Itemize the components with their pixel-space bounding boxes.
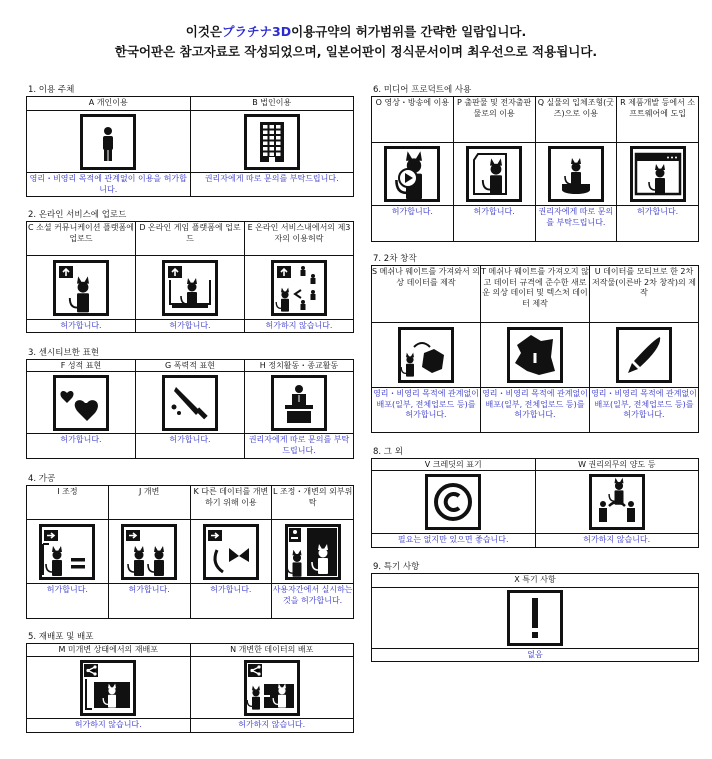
permission-result: 영리・비영리 목적에 관계없이 배포(일부, 전체업로드 등)를 허가합니다. xyxy=(373,389,479,419)
permission-label: L 조정・개변의 외부위탁 xyxy=(272,486,353,520)
section-title: 7. 2차 창작 xyxy=(373,254,417,264)
permission-item xyxy=(244,360,353,458)
permission-label: N 개변한 데이터의 배포 xyxy=(191,644,354,657)
person-icon xyxy=(27,111,190,173)
permission-item xyxy=(135,360,244,458)
permission-label: V 크레딧의 표기 xyxy=(372,459,535,471)
permission-item xyxy=(27,222,135,332)
permission-item xyxy=(190,644,354,732)
clothing-icon xyxy=(481,323,589,388)
permission-label: M 미개변 상태에서의 재배포 xyxy=(27,644,190,657)
permission-result: 허가하지 않습니다. xyxy=(238,720,306,729)
upload-avatar-icon xyxy=(27,256,135,320)
permission-label: T 메쉬나 웨이트를 가져오지 않고 데이터 규격에 준수한 새로운 의상 데이터 및 텍스처 데이터 제작 xyxy=(481,266,589,323)
permission-item xyxy=(135,222,244,332)
permission-label: X 특기 사항 xyxy=(372,574,698,588)
title-prefix: 이것은 xyxy=(185,24,222,39)
permission-result: 허가합니다. xyxy=(128,585,170,594)
transfer-icon xyxy=(536,471,699,534)
permission-item xyxy=(372,459,535,547)
permission-item xyxy=(271,486,353,618)
title-line-2: 한국어판은 참고자료로 작성되었으며, 일본어판이 정식문서이며 최우선으로 적용됩니다. xyxy=(114,44,598,59)
permission-item xyxy=(372,574,698,661)
permission-result: 허가합니다. xyxy=(391,207,433,216)
permission-item xyxy=(190,97,354,196)
title-suffix: 이용규약의 허가범위를 간략한 일람입니다. xyxy=(291,24,527,39)
permission-item xyxy=(190,486,272,618)
copyright-icon xyxy=(372,471,535,534)
software-icon xyxy=(617,143,698,206)
permission-result: 없음 xyxy=(527,650,543,659)
clothing-from-mesh-icon xyxy=(372,323,480,388)
permission-result: 영리・비영리 목적에 관계없이 이용을 허가합니다. xyxy=(29,174,187,194)
permission-result: 필요는 없지만 있으면 좋습니다. xyxy=(397,535,509,544)
redistribute-icon xyxy=(27,657,190,719)
section-title: 4. 가공 xyxy=(28,474,56,484)
permission-table xyxy=(26,359,354,459)
permission-item xyxy=(108,486,190,618)
permission-label: E 온라인 서비스내에서의 제3자의 이용허락 xyxy=(245,222,353,256)
permission-result: 허가합니다. xyxy=(169,321,211,330)
permission-result: 허가합니다. xyxy=(46,585,88,594)
section-title: 3. 센시티브한 표현 xyxy=(28,348,99,358)
permission-result: 허가합니다. xyxy=(60,435,102,444)
permission-result: 권리자에게 따로 문의를 부탁드립니다. xyxy=(204,174,339,183)
permission-item xyxy=(244,222,353,332)
permission-table xyxy=(371,573,699,662)
podium-icon xyxy=(245,372,353,434)
exclamation-icon xyxy=(372,588,698,649)
knife-icon xyxy=(136,372,244,434)
permission-label: H 정치활동・종교활동 xyxy=(245,360,353,372)
permission-label: O 영상・방송에 이용 xyxy=(372,97,453,143)
permission-item xyxy=(372,97,453,241)
hearts-icon xyxy=(27,372,135,434)
permission-label: W 권리의무의 양도 등 xyxy=(536,459,699,471)
publication-icon xyxy=(454,143,535,206)
permission-table xyxy=(26,643,354,733)
permission-table xyxy=(371,458,699,548)
permission-result: 권리자에게 따로 문의를 부탁드립니다. xyxy=(248,435,350,455)
permission-label: I 조정 xyxy=(27,486,108,520)
permission-table xyxy=(26,96,354,197)
permission-item xyxy=(480,266,589,432)
permission-item xyxy=(27,486,108,618)
permission-result: 허가합니다. xyxy=(473,207,515,216)
permission-item xyxy=(535,97,617,241)
permission-label: P 출판물 및 전자출판물로의 이용 xyxy=(454,97,535,143)
permission-result: 영리・비영리 목적에 관계없이 배포(일부, 전체업로드 등)를 허가합니다. xyxy=(482,389,588,419)
permission-item xyxy=(27,97,190,196)
permission-label: S 메쉬나 웨이트를 가져와서 의상 데이터를 제작 xyxy=(372,266,480,323)
section-title: 9. 특기 사항 xyxy=(373,562,420,572)
permission-result: 허가합니다. xyxy=(210,585,252,594)
permission-result: 허가하지 않습니다. xyxy=(74,720,142,729)
section-title: 8. 그 외 xyxy=(373,447,403,457)
distribute-modified-icon xyxy=(191,657,354,719)
share-third-party-icon xyxy=(245,256,353,320)
permission-item xyxy=(616,97,698,241)
section-title: 1. 이용 주체 xyxy=(28,85,75,95)
permission-label: Q 실물의 입체조형(굿즈)으로 이용 xyxy=(536,97,617,143)
permission-table xyxy=(26,485,354,619)
video-icon xyxy=(372,143,453,206)
permission-label: D 온라인 게임 플랫폼에 업로드 xyxy=(136,222,244,256)
permission-table xyxy=(371,96,699,242)
building-icon xyxy=(191,111,354,173)
permission-label: C 소셜 커뮤니케이션 플랫폼에 업로드 xyxy=(27,222,135,256)
parts-icon xyxy=(191,520,272,584)
permission-item xyxy=(453,97,535,241)
modify-icon xyxy=(109,520,190,584)
section-title: 6. 미디어 프로덕트에 사용 xyxy=(373,85,472,95)
upload-game-icon xyxy=(136,256,244,320)
brand-name: プラチナ3D xyxy=(222,24,292,39)
permission-result: 허가합니다. xyxy=(169,435,211,444)
pen-icon xyxy=(590,323,698,388)
permission-item xyxy=(589,266,698,432)
section-title: 5. 재배포 및 배포 xyxy=(28,632,94,642)
permission-result: 영리・비영리 목적에 관계없이 배포(일부, 전체업로드 등)를 허가합니다. xyxy=(591,389,697,419)
permission-item xyxy=(372,266,480,432)
adjust-icon xyxy=(27,520,108,584)
permission-result: 사용자간에서 실시하는 것을 허가합니다. xyxy=(272,585,353,605)
permission-result: 권리자에게 따로 문의를 부탁드립니다. xyxy=(538,207,614,227)
permission-item xyxy=(27,360,135,458)
permission-item xyxy=(27,644,190,732)
permission-result: 허가하지 않습니다. xyxy=(265,321,333,330)
permission-label: G 폭력적 표현 xyxy=(136,360,244,372)
permission-result: 허가하지 않습니다. xyxy=(583,535,651,544)
permission-label: K 다른 데이터를 개변하기 위해 이용 xyxy=(191,486,272,520)
figure-icon xyxy=(536,143,617,206)
permission-label: J 개변 xyxy=(109,486,190,520)
permission-result: 허가합니다. xyxy=(637,207,679,216)
permission-label: F 성적 표현 xyxy=(27,360,135,372)
section-title: 2. 온라인 서비스에 업로드 xyxy=(28,210,127,220)
permission-label: A 개인이용 xyxy=(27,97,190,111)
permission-result: 허가합니다. xyxy=(60,321,102,330)
outsource-icon xyxy=(272,520,353,584)
permission-label: R 제품개발 등에서 소프트웨어에 도입 xyxy=(617,97,698,143)
permission-label: B 법인이용 xyxy=(191,97,354,111)
permission-item xyxy=(535,459,699,547)
title-line-1 xyxy=(0,22,712,40)
permission-label: U 데이터를 모티브로 한 2차 저작물(이른바 2차 창작)의 제작 xyxy=(590,266,698,323)
permission-table xyxy=(371,265,699,433)
permission-table xyxy=(26,221,354,333)
